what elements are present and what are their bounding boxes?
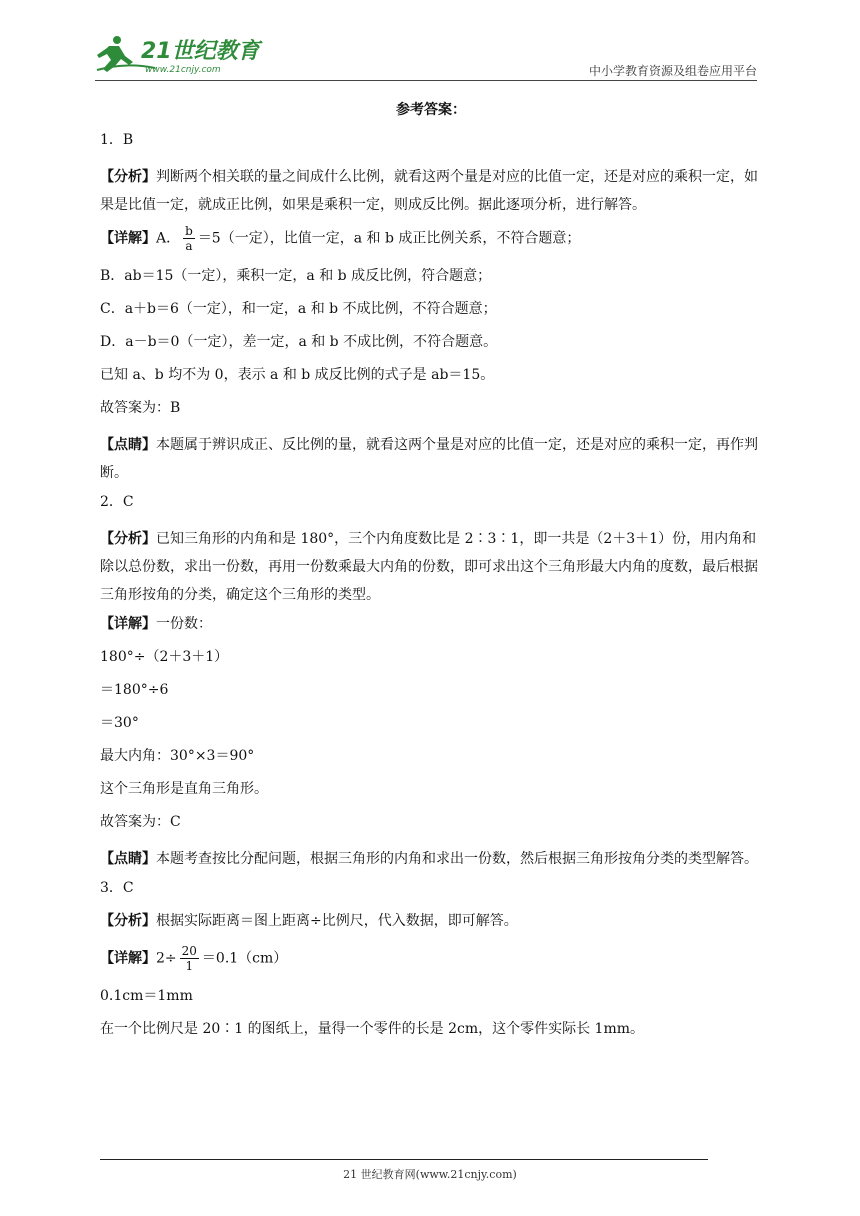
- q1-comment-text: 本题属于辨识成正、反比例的量，就看这两个量是对应的比值一定，还是对应的乘积一定，再作判断。: [100, 437, 758, 481]
- fraction-denominator: a: [185, 239, 193, 253]
- q2-step-3: ＝30°: [100, 715, 139, 731]
- q1-option-a-text: ＝5（一定），比值一定，a 和 b 成正比例关系，不符合题意；: [197, 230, 581, 247]
- fraction-numerator: 20: [181, 944, 197, 958]
- q1-option-c: C．a＋b＝6（一定），和一定，a 和 b 不成比例，不符合题意；: [100, 301, 497, 317]
- comment-tag: 【点睛】: [100, 851, 156, 867]
- svg-text:21世纪教育: 21世纪教育: [141, 39, 260, 64]
- q2-answer: 故答案为：C: [100, 814, 181, 830]
- fraction-denominator: 1: [185, 959, 194, 973]
- detail-tag: 【详解】: [100, 230, 156, 247]
- q2-number: 2．C: [100, 494, 134, 510]
- q1-answer: 故答案为：B: [100, 400, 181, 416]
- analysis-tag: 【分析】: [100, 913, 156, 929]
- q1-comment: [100, 431, 762, 487]
- q3-number: 3．C: [100, 880, 134, 896]
- q2-detail-text: 一份数：: [156, 616, 212, 632]
- q3-analysis-text: 根据实际距离＝图上距离÷比例尺，代入数据，即可解答。: [156, 913, 518, 929]
- logo-21cnjy-icon: [95, 32, 265, 76]
- analysis-tag: 【分析】: [100, 169, 156, 185]
- q1-number: 1．B: [100, 132, 134, 148]
- q2-analysis-text: 已知三角形的内角和是 180°，三个内角度数比是 2∶3∶1，即一共是（2＋3＋1）份，用内角和除以总份数，求出一份数，再用一份数乘最大内角的份数，即可求出这个三角形最大内角的度数，最后根据三角形按角的分类，确定这个三角形的类型。: [100, 531, 758, 603]
- q3-analysis: [100, 911, 762, 931]
- detail-tag: 【详解】: [100, 950, 156, 967]
- q3-fraction: [180, 944, 199, 973]
- q1-option-d: D．a－b＝0（一定），差一定，a 和 b 不成比例，不符合题意。: [100, 334, 498, 350]
- header-divider: [95, 80, 757, 81]
- analysis-tag: 【分析】: [100, 531, 156, 547]
- q2-step-2: ＝180°÷6: [100, 682, 169, 698]
- q1-option-a-prefix: A．: [156, 230, 181, 247]
- answer-content: [100, 100, 762, 1052]
- fraction-numerator: b: [185, 224, 193, 238]
- page-title: 参考答案：: [396, 102, 466, 118]
- q3-detail-text: ＝0.1（cm）: [201, 950, 288, 967]
- svg-text:www.21cnjy.com: www.21cnjy.com: [145, 65, 221, 75]
- q2-comment: [100, 845, 762, 873]
- q1-analysis-text: 判断两个相关联的量之间成什么比例，就看这两个量是对应的比值一定，还是对应的乘积一定，如果是比值一定，就成正比例，如果是乘积一定，则成反比例。据此逐项分析，进行解答。: [100, 169, 758, 213]
- q1-fraction: [183, 224, 195, 253]
- q3-step-2: 在一个比例尺是 20∶1 的图纸上，量得一个零件的长是 2cm，这个零件实际长 1mm。: [100, 1021, 645, 1037]
- q2-analysis: [100, 525, 762, 609]
- q2-step-4: 最大内角：30°×3＝90°: [100, 748, 255, 764]
- detail-tag: 【详解】: [100, 616, 156, 632]
- q2-step-5: 这个三角形是直角三角形。: [100, 781, 268, 797]
- page-header: [95, 32, 757, 78]
- q3-detail: [100, 944, 762, 973]
- q1-known: 已知 a、b 均不为 0，表示 a 和 b 成反比例的式子是 ab＝15。: [100, 367, 495, 383]
- q2-comment-text: 本题考查按比分配问题，根据三角形的内角和求出一份数，然后根据三角形按角分类的类型解答。: [156, 851, 758, 867]
- q2-step-1: 180°÷（2＋3＋1）: [100, 649, 229, 665]
- q3-detail-prefix: 2÷: [156, 950, 177, 967]
- q2-detail: [100, 614, 762, 634]
- comment-tag: 【点睛】: [100, 437, 156, 453]
- footer-divider: [100, 1159, 708, 1160]
- platform-name: 中小学教育资源及组卷应用平台: [588, 64, 757, 78]
- q1-detail-a: [100, 224, 762, 253]
- q3-step-1: 0.1cm＝1mm: [100, 988, 193, 1004]
- q1-analysis: [100, 163, 762, 219]
- q1-option-b: B．ab＝15（一定），乘积一定，a 和 b 成反比例，符合题意；: [100, 268, 492, 284]
- footer-site: 21 世纪教育网(www.21cnjy.com): [343, 1168, 517, 1181]
